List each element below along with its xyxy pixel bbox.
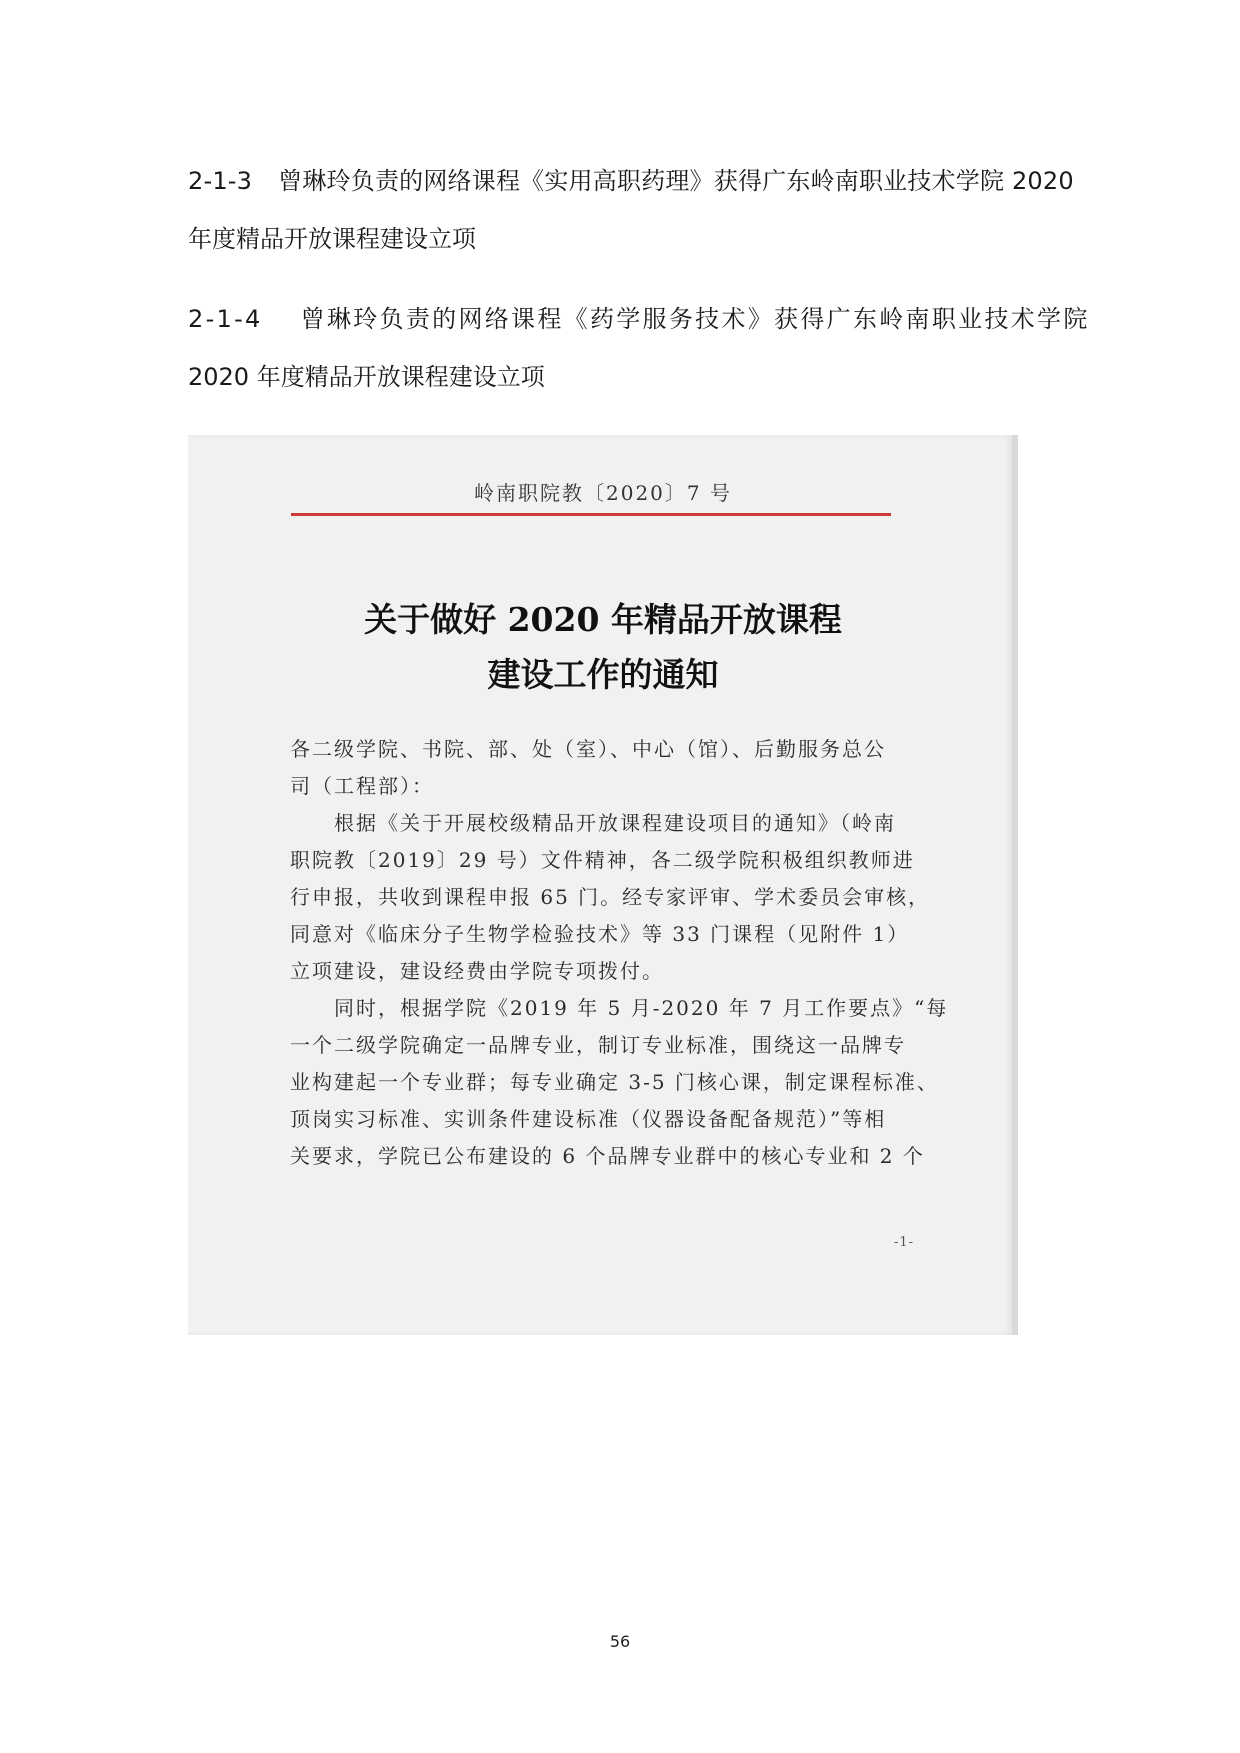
item-text: 曾琳玲负责的网络课程《药学服务技术》获得广东岭南职业技术学院 [300, 305, 1090, 333]
document-number: 岭南职院教〔2020〕7 号 [474, 481, 732, 505]
item-2-1-4 [188, 290, 1090, 406]
item-2-1-3-line2: 年度精品开放课程建设立项 [188, 225, 476, 253]
body-line: 关要求，学院已公布建设的 6 个品牌专业群中的核心专业和 2 个 [290, 1144, 925, 1168]
notice-body [290, 731, 949, 1175]
item-number: 2-1-3 [188, 167, 253, 195]
notice-title-line1: 关于做好 2020 年精品开放课程 [364, 600, 842, 639]
notice-title-line2: 建设工作的通知 [487, 655, 719, 694]
body-line: 一个二级学院确定一品牌专业，制订专业标准，围绕这一品牌专 [290, 1033, 906, 1057]
item-2-1-4-line1 [188, 290, 1090, 348]
body-line: 各二级学院、书院、部、处（室）、中心（馆）、后勤服务总公 [290, 737, 886, 761]
body-line: 同意对《临床分子生物学检验技术》等 33 门课程（见附件 1） [290, 922, 910, 946]
item-text: 曾琳玲负责的网络课程《实用高职药理》获得广东岭南职业技术学院 2020 [278, 167, 1074, 195]
item-2-1-3 [188, 152, 1074, 268]
body-line: 业构建起一个专业群；每专业确定 3-5 门核心课，制定课程标准、 [290, 1070, 939, 1094]
body-line: 同时，根据学院《2019 年 5 月-2020 年 7 月工作要点》“每 [334, 996, 949, 1020]
scanned-notice-image [188, 435, 1018, 1335]
body-line: 司（工程部）： [290, 774, 434, 798]
item-2-1-3-line1 [188, 152, 1074, 210]
notice-title [188, 592, 1018, 702]
page-number: 56 [609, 1632, 631, 1651]
item-2-1-4-line2: 2020 年度精品开放课程建设立项 [188, 363, 545, 391]
body-line: 行申报，共收到课程申报 65 门。经专家评审、学术委员会审核， [290, 885, 931, 909]
red-header-rule [291, 513, 891, 516]
body-line: 职院教〔2019〕29 号）文件精神，各二级学院积极组织教师进 [290, 848, 915, 872]
scan-page-mark: -1- [893, 1235, 914, 1250]
body-line: 根据《关于开展校级精品开放课程建设项目的通知》（岭南 [334, 811, 896, 835]
item-number: 2-1-4 [188, 305, 263, 333]
body-line: 顶岗实习标准、实训条件建设标准（仪器设备配备规范）”等相 [290, 1107, 887, 1131]
body-line: 立项建设，建设经费由学院专项拨付。 [290, 959, 664, 983]
